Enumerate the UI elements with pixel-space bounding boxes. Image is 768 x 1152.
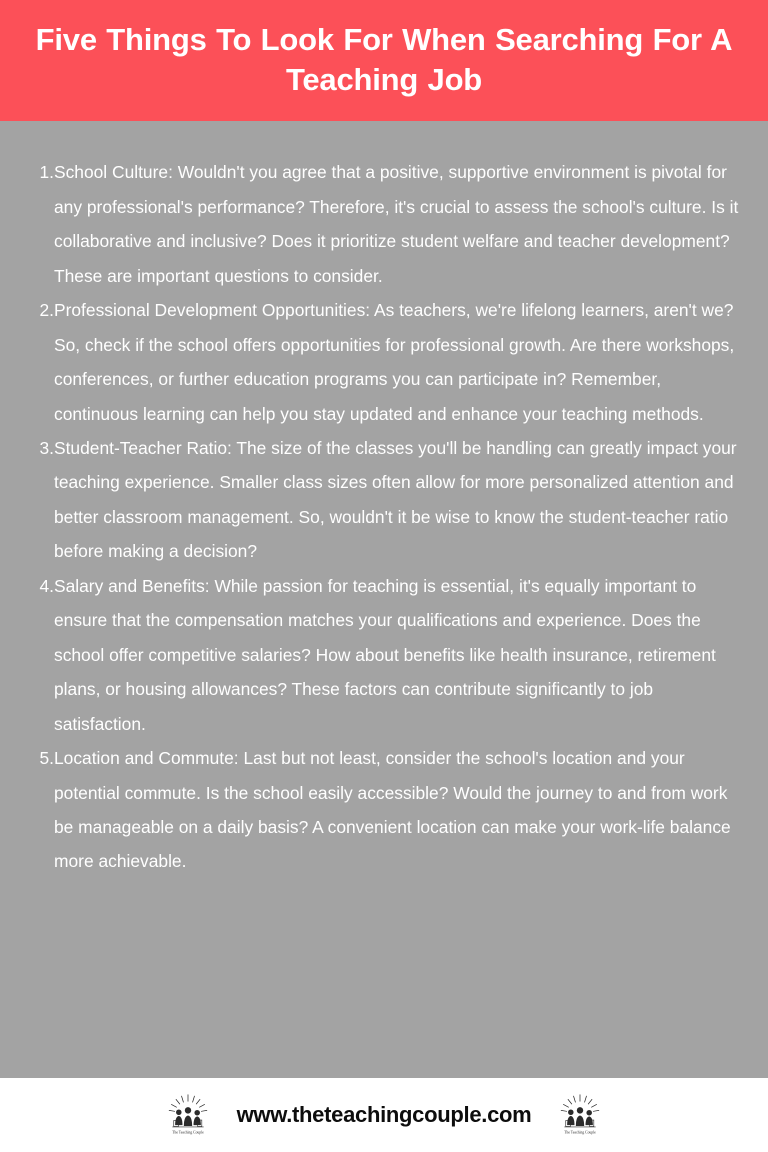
brand-logo-icon: [557, 1092, 603, 1138]
content-area: [0, 121, 768, 1078]
header-banner: [0, 0, 768, 121]
page-title: Five Things To Look For When Searching For A Teaching Job: [35, 22, 733, 97]
logo-caption: The Teaching Couple: [564, 1130, 597, 1135]
list-item-text: Location and Commute: Last but not least, consider the school's location and your potential commute. Is the school easily accessible? Would the journey to and from work be manageable on a daily basis? A convenient location can make your work-life balance more achievable.: [54, 748, 731, 872]
list-item: [22, 569, 746, 741]
footer-bar: [0, 1078, 768, 1152]
list-item: [22, 431, 746, 569]
tips-list: [22, 155, 746, 879]
list-item: [22, 741, 746, 879]
website-url[interactable]: www.theteachingcouple.com: [236, 1102, 532, 1127]
list-item-text: Salary and Benefits: While passion for teaching is essential, it's equally important to ensure that the compensation matches your qualifications and experience. Does the school offer competitive salaries? How about benefits like health insurance, retirement plans, or housing allowances? These factors can contribute significantly to job satisfaction.: [54, 575, 716, 734]
list-item-text: Professional Development Opportunities: As teachers, we're lifelong learners, aren't we? So, check if the school offers opportunities for professional growth. Are there workshops, conferences, or further education programs you can participate in? Remember, continuous learning can help you stay updated and enhance your teaching methods.: [54, 300, 735, 424]
list-item-text: Student-Teacher Ratio: The size of the classes you'll be handling can greatly impact your teaching experience. Smaller class sizes often allow for more personalized attention and better classroom management. So, wouldn't it be wise to know the student-teacher ratio before making a decision?: [54, 437, 737, 562]
logo-caption: The Teaching Couple: [171, 1130, 204, 1135]
list-item: [22, 293, 746, 431]
list-item: [22, 155, 746, 293]
brand-logo-icon: [165, 1092, 211, 1138]
list-item-text: School Culture: Wouldn't you agree that a positive, supportive environment is pivotal for any professional's performance? Therefore, it's crucial to assess the school's culture. Is it collaborative and inclusive? Does it prioritize student welfare and teacher development? These are important questions to consider.: [54, 162, 739, 286]
